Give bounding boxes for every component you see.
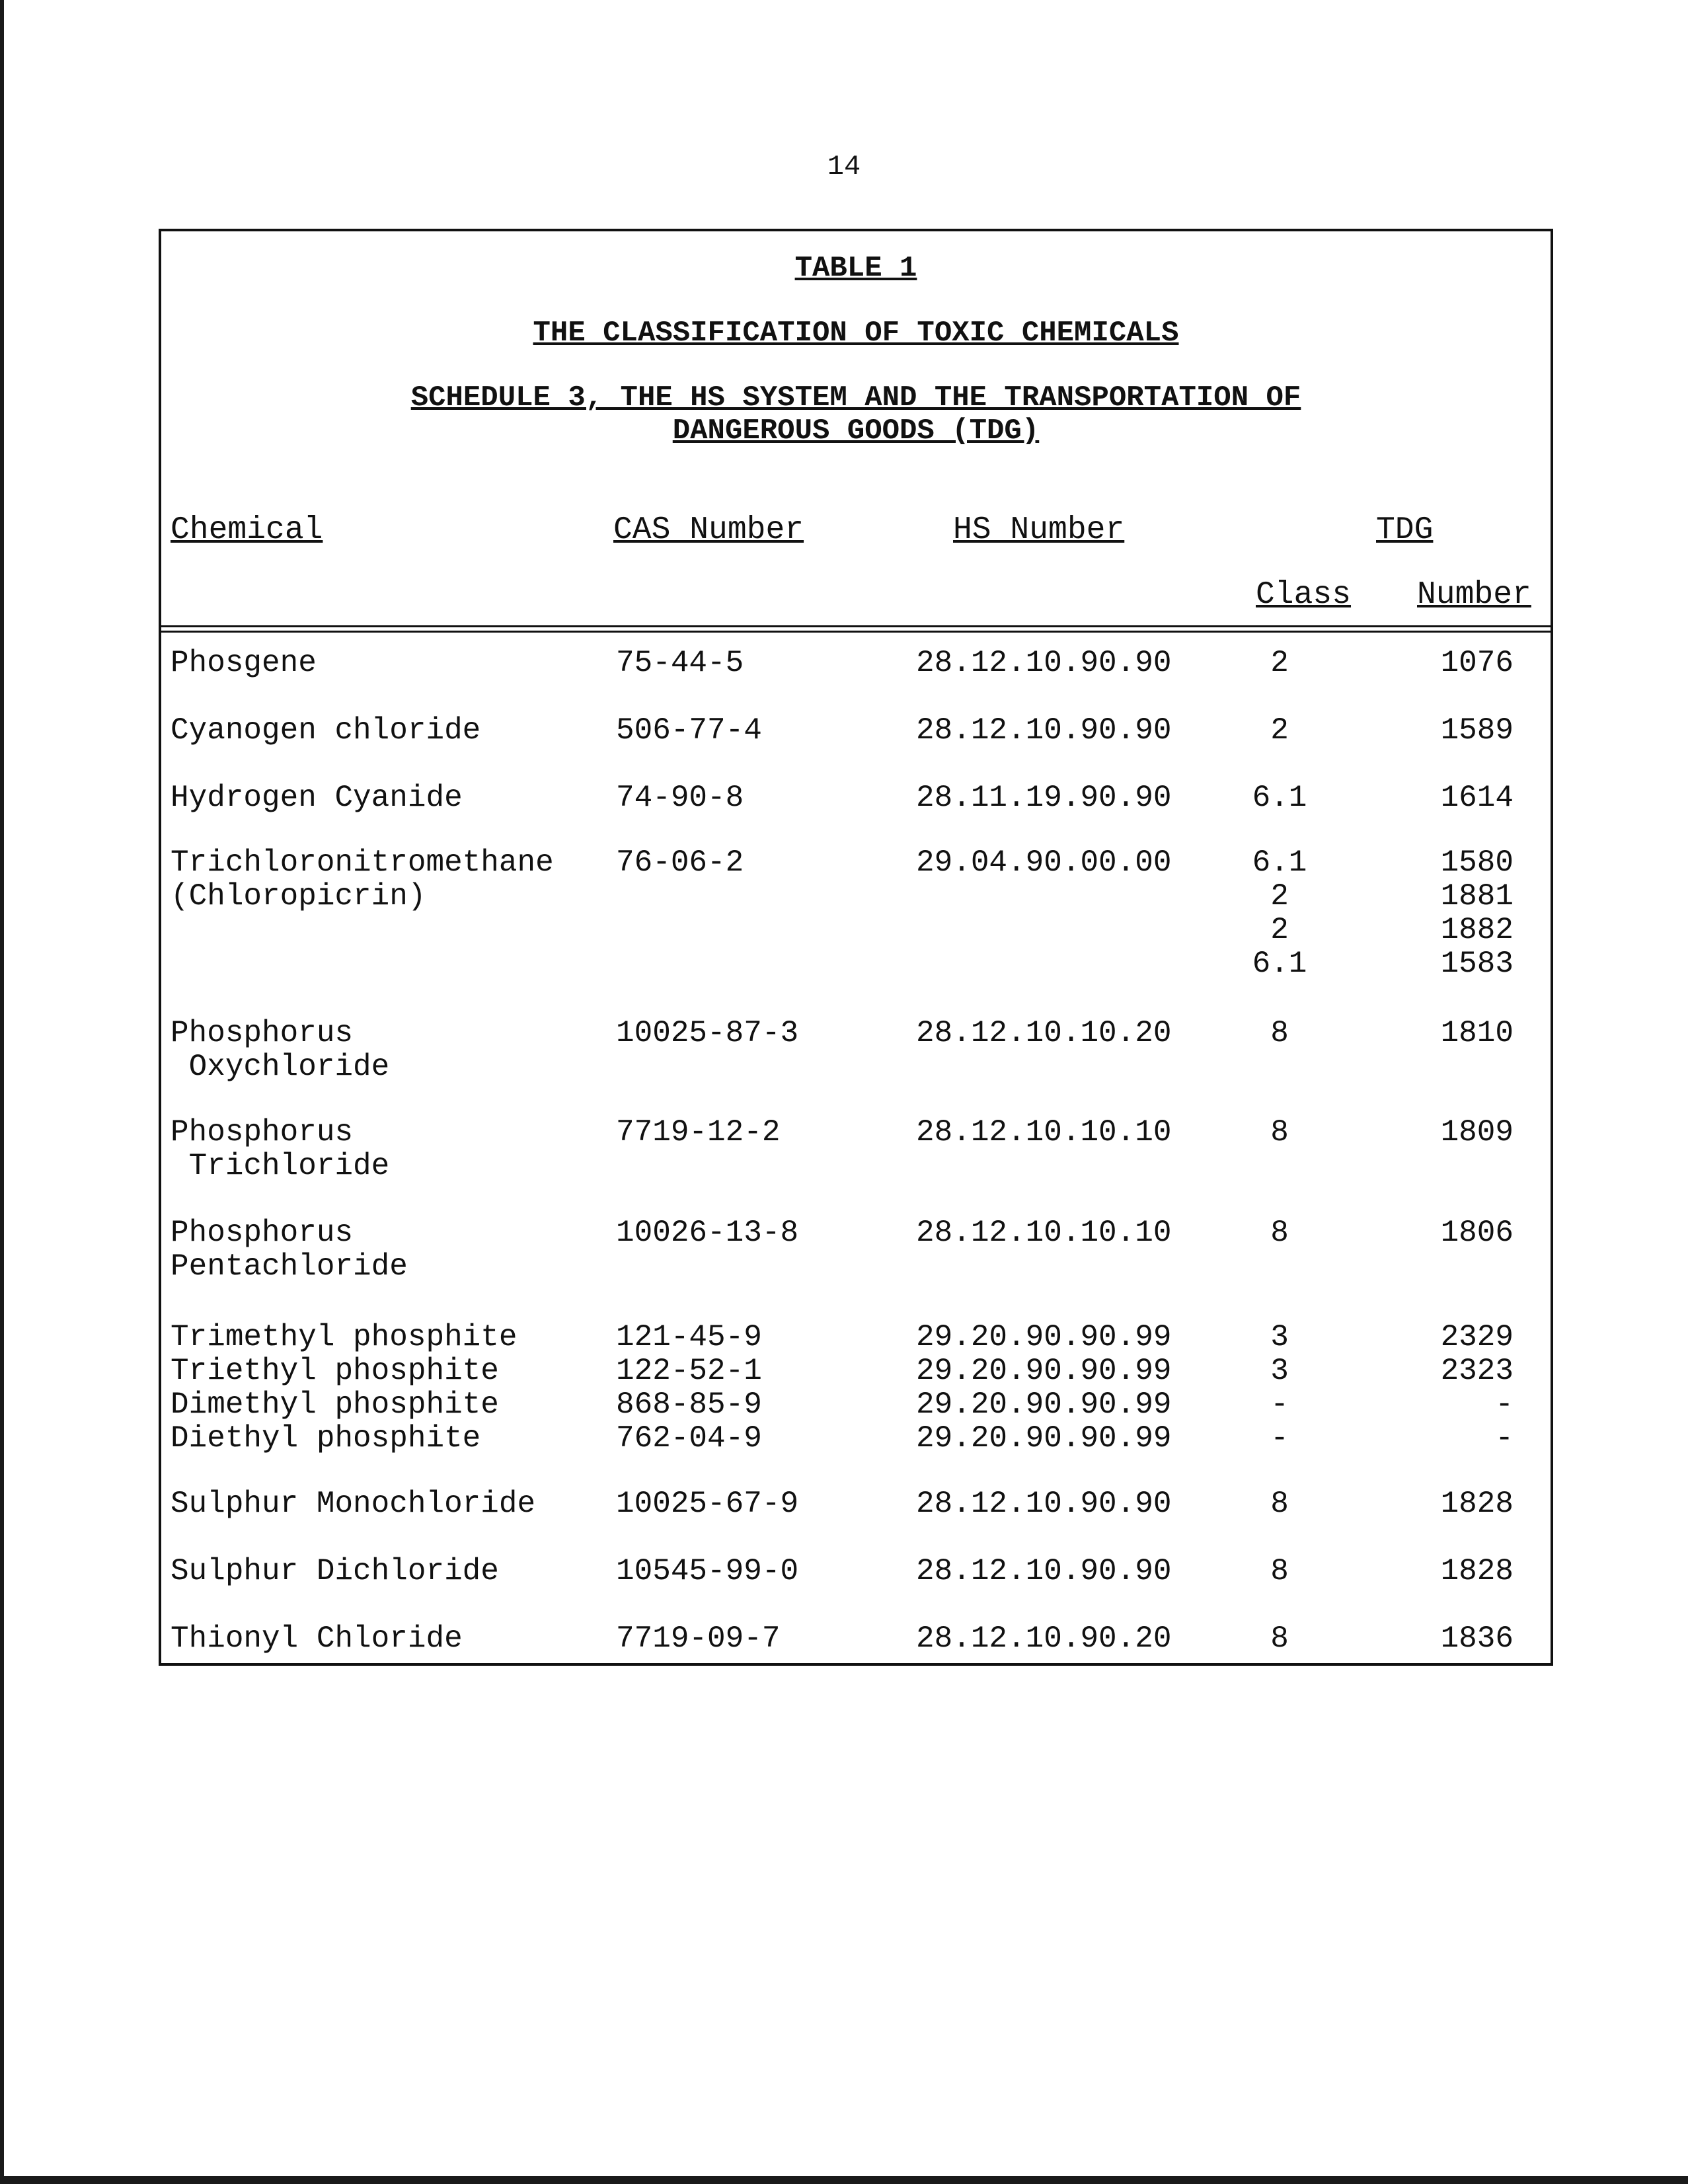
cell-cas-number: 75-44-5 xyxy=(616,646,744,680)
header-hs-number: HS Number xyxy=(953,512,1125,548)
cell-chemical: Phosphorus Trichloride xyxy=(171,1115,390,1183)
cell-chemical: Trimethyl phosphite Triethyl phosphite Dimethyl phosphite Diethyl phosphite xyxy=(171,1320,518,1456)
cell-cas-number: 121-45-9 122-52-1 868-85-9 762-04-9 xyxy=(616,1320,762,1456)
cell-tdg-class: 8 xyxy=(1270,1487,1289,1521)
header-rule-top xyxy=(161,625,1551,627)
cell-tdg-class: 8 xyxy=(1270,1216,1289,1250)
cell-tdg-class: 8 xyxy=(1270,1016,1289,1050)
page-number: 14 xyxy=(827,151,861,182)
cell-tdg-number: 1828 xyxy=(1440,1554,1514,1588)
table-title: THE CLASSIFICATION OF TOXIC CHEMICALS xyxy=(533,317,1179,350)
cell-tdg-number: 2329 2323 - - xyxy=(1440,1320,1514,1456)
cell-tdg-class: 8 xyxy=(1270,1621,1289,1656)
cell-chemical: Thionyl Chloride xyxy=(171,1621,463,1656)
scan-edge-bottom xyxy=(0,2176,1688,2184)
cell-hs-number: 28.12.10.90.90 xyxy=(916,646,1172,680)
cell-chemical: Cyanogen chloride xyxy=(171,713,481,748)
cell-hs-number: 28.12.10.90.90 xyxy=(916,1554,1172,1588)
cell-hs-number: 28.12.10.10.20 xyxy=(916,1016,1172,1050)
cell-tdg-class: 6.1 xyxy=(1252,781,1307,815)
cell-tdg-class: 6.1 2 2 6.1 xyxy=(1252,845,1307,981)
table-subtitle-line2: DANGEROUS GOODS (TDG) xyxy=(672,414,1040,448)
cell-hs-number: 28.12.10.90.90 xyxy=(916,1487,1172,1521)
table-label: TABLE 1 xyxy=(794,252,917,285)
cell-tdg-number: 1810 xyxy=(1440,1016,1514,1050)
cell-chemical: Phosphorus Pentachloride xyxy=(171,1216,408,1284)
header-tdg: TDG xyxy=(1376,512,1434,548)
cell-tdg-class: 8 xyxy=(1270,1554,1289,1588)
cell-hs-number: 29.04.90.00.00 xyxy=(916,845,1172,880)
cell-chemical: Trichloronitromethane (Chloropicrin) xyxy=(171,845,554,914)
chemical-table xyxy=(159,229,1553,1666)
cell-cas-number: 10025-87-3 xyxy=(616,1016,799,1050)
cell-hs-number: 28.12.10.90.20 xyxy=(916,1621,1172,1656)
cell-hs-number: 29.20.90.90.99 29.20.90.90.99 29.20.90.90.99 29.20.90.90.99 xyxy=(916,1320,1172,1456)
cell-tdg-number: 1806 xyxy=(1440,1216,1514,1250)
cell-hs-number: 28.12.10.10.10 xyxy=(916,1115,1172,1150)
cell-chemical: Phosgene xyxy=(171,646,317,680)
cell-cas-number: 7719-12-2 xyxy=(616,1115,781,1150)
cell-cas-number: 76-06-2 xyxy=(616,845,744,880)
cell-tdg-number: 1836 xyxy=(1440,1621,1514,1656)
cell-cas-number: 74-90-8 xyxy=(616,781,744,815)
cell-chemical: Phosphorus Oxychloride xyxy=(171,1016,390,1084)
scan-edge-left xyxy=(0,0,4,2184)
cell-tdg-number: 1614 xyxy=(1440,781,1514,815)
cell-cas-number: 506-77-4 xyxy=(616,713,762,748)
cell-tdg-number: 1580 1881 1882 1583 xyxy=(1440,845,1514,981)
cell-hs-number: 28.11.19.90.90 xyxy=(916,781,1172,815)
header-rule-bottom xyxy=(161,631,1551,633)
cell-tdg-class: 2 xyxy=(1270,713,1289,748)
header-tdg-number: Number xyxy=(1417,577,1531,613)
cell-hs-number: 28.12.10.90.90 xyxy=(916,713,1172,748)
cell-cas-number: 10545-99-0 xyxy=(616,1554,799,1588)
cell-tdg-number: 1076 xyxy=(1440,646,1514,680)
header-tdg-class: Class xyxy=(1256,577,1352,613)
header-cas-number: CAS Number xyxy=(613,512,804,548)
cell-tdg-class: 3 3 - - xyxy=(1270,1320,1289,1456)
cell-chemical: Sulphur Dichloride xyxy=(171,1554,499,1588)
cell-tdg-number: 1828 xyxy=(1440,1487,1514,1521)
cell-tdg-number: 1589 xyxy=(1440,713,1514,748)
cell-tdg-class: 2 xyxy=(1270,646,1289,680)
cell-cas-number: 7719-09-7 xyxy=(616,1621,781,1656)
cell-chemical: Hydrogen Cyanide xyxy=(171,781,463,815)
cell-tdg-number: 1809 xyxy=(1440,1115,1514,1150)
cell-cas-number: 10025-67-9 xyxy=(616,1487,799,1521)
cell-hs-number: 28.12.10.10.10 xyxy=(916,1216,1172,1250)
table-subtitle-line1: SCHEDULE 3, THE HS SYSTEM AND THE TRANSPORTATION OF xyxy=(410,381,1301,414)
header-chemical: Chemical xyxy=(171,512,323,548)
cell-cas-number: 10026-13-8 xyxy=(616,1216,799,1250)
cell-tdg-class: 8 xyxy=(1270,1115,1289,1150)
cell-chemical: Sulphur Monochloride xyxy=(171,1487,536,1521)
